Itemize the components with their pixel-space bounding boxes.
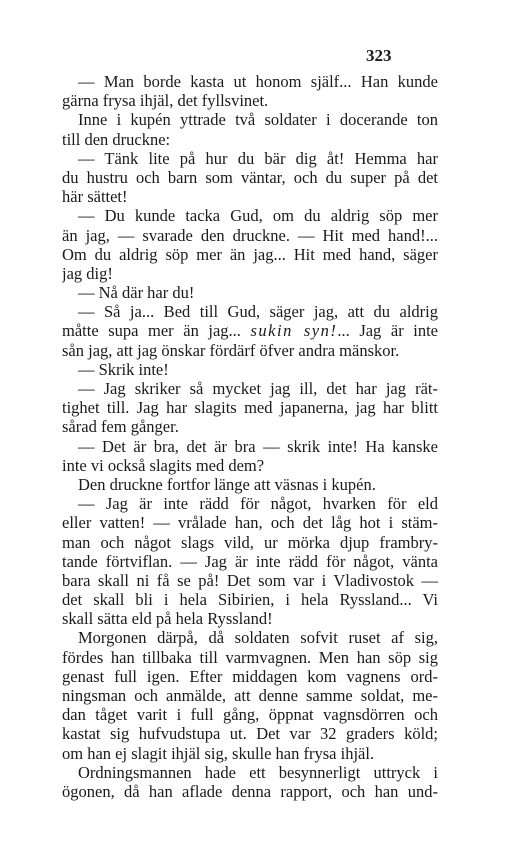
text-line: — Så ja... Bed till Gud, säger jag, att du aldrig [78, 302, 438, 322]
text-line: du hustru och barn som väntar, och du super på det [62, 167, 438, 187]
text-line: — Jag är inte rädd för något, hvarken för eld [78, 494, 438, 514]
text-line: eller vatten! — vrålade han, och det låg hot i stäm- [62, 513, 438, 533]
text-line: om han ej slagit ihjäl sig, skulle han frysa ihjäl. [62, 743, 375, 763]
text-line: — Det är bra, det är bra — skrik inte! Ha kanske [78, 436, 438, 456]
text-line: — Du kunde tacka Gud, om du aldrig söp mer [78, 206, 438, 226]
text-line: måtte supa mer än jag... sukin syn!... Jag är inte [62, 321, 438, 341]
text-line: man och något slags vild, ur mörka djup frambry- [62, 532, 438, 552]
text-line: bara skall ni få se på! Det som var i Vladivostok — [62, 570, 438, 590]
text-line: Morgonen därpå, då soldaten sofvit ruset af sig, [78, 628, 438, 648]
text-line: — Man borde kasta ut honom själf... Han kunde [78, 72, 438, 91]
text-line: — Nå där har du! [78, 283, 195, 303]
text-line: fördes han tillbaka till varmvagnen. Men han söp sig [62, 647, 438, 667]
text-line: Ordningsmannen hade ett besynnerligt uttryck i [78, 762, 438, 782]
text-line: dan tåget varit i full gång, öppnat vagnsdörren och [62, 705, 438, 725]
text-line: ningsman och anmälde, att denne samme soldat, me- [62, 686, 438, 705]
text-line: det skall bli i hela Sibirien, i hela Ryssland... Vi [62, 590, 438, 610]
text-line: sårad fem gånger. [62, 417, 179, 437]
emphasized-text: sukin syn! [250, 321, 338, 341]
text-line: genast full igen. Efter middagen kom vagnens ord- [62, 666, 438, 686]
text-line: — Tänk lite på hur du bär dig åt! Hemma har [78, 148, 438, 168]
text-line: här sättet! [62, 187, 128, 207]
text-line: — Jag skriker så mycket jag ill, det har jag rät- [78, 379, 438, 398]
text-line: ögonen, då han aflade denna rapport, och han und- [62, 781, 438, 801]
text-line: skall sätta eld på hela Ryssland! [62, 609, 273, 629]
text-line: Inne i kupén yttrade två soldater i docerande ton [78, 110, 438, 130]
text-line: tande förtviflan. — Jag är inte rädd för något, vänta [62, 551, 438, 571]
text-line: sån jag, att jag önskar fördärf öfver andra mänskor. [62, 340, 400, 360]
body-text [62, 72, 438, 801]
text-line: gärna frysa ihjäl, det fyllsvinet. [62, 91, 269, 111]
text-line: än jag, — svarade den druckne. — Hit med hand!... [62, 225, 438, 245]
text-line: inte vi också slagits med dem? [62, 455, 265, 475]
text-line: kastat sig hufvudstupa ut. Det var 32 graders köld; [62, 724, 438, 744]
text-line: tighet till. Jag har slagits med japanerna, jag har blitt [62, 398, 438, 418]
text-line: Om du aldrig söp mer än jag... Hit med hand, säger [62, 244, 438, 264]
text-line: — Skrik inte! [78, 359, 169, 379]
text-line: Den druckne fortfor länge att väsnas i kupén. [78, 474, 376, 494]
page-number: 323 [366, 46, 392, 65]
text-line: till den druckne: [62, 129, 171, 149]
text-line: jag dig! [62, 263, 113, 283]
